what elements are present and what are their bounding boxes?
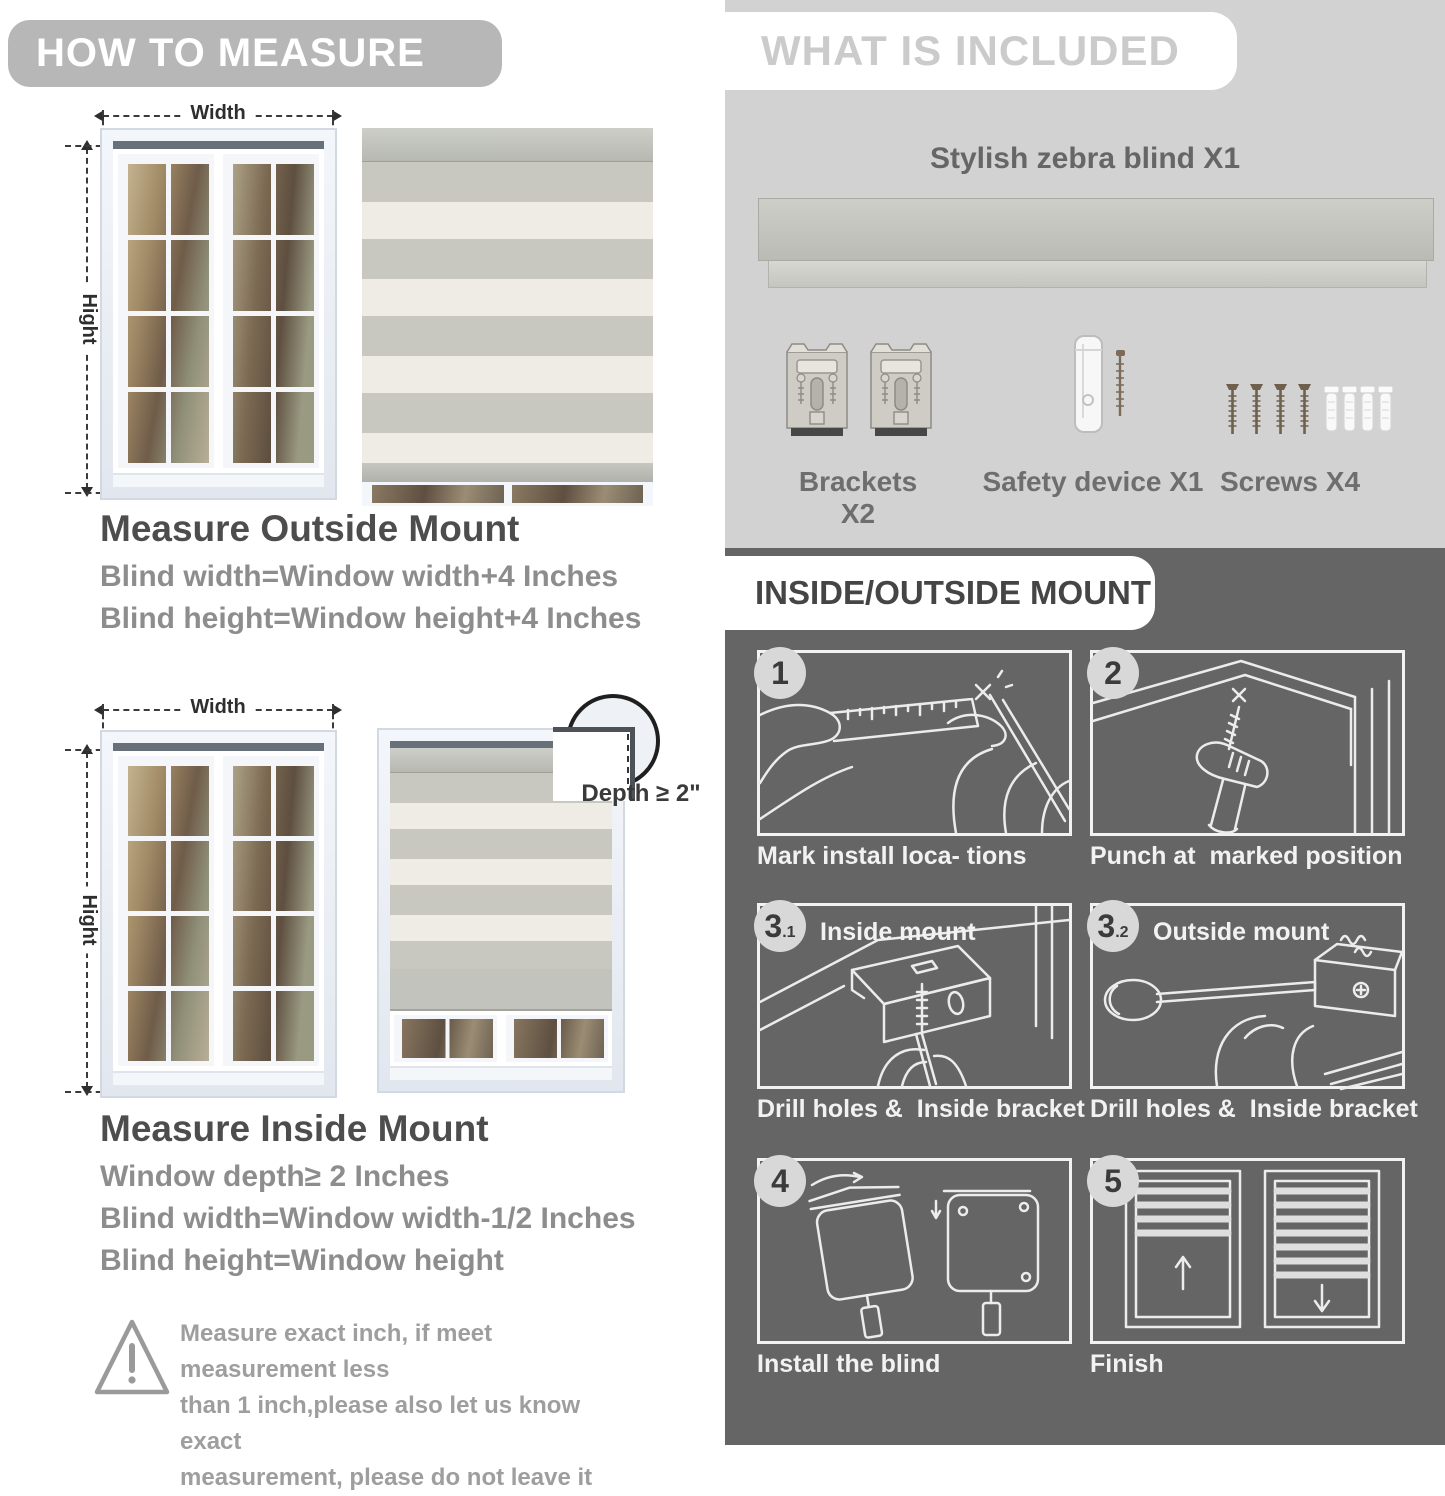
brackets-icon [785, 340, 935, 442]
step-panel-3-2 [1090, 903, 1405, 1089]
height-guide-inside [79, 744, 101, 1096]
what-is-included-panel [725, 0, 1445, 548]
step-caption-5: Finish [1090, 1350, 1164, 1378]
width-label: Width [181, 696, 254, 719]
window-sill [390, 1066, 612, 1080]
outside-mount-line2: Blind height=Window height+4 Inches [100, 602, 642, 635]
outside-mount-line1: Blind width=Window width+4 Inches [100, 560, 619, 593]
window-top-rail [113, 141, 324, 149]
step-panel-3-1 [757, 903, 1072, 1089]
blind-headrail-lip [768, 261, 1427, 288]
step-caption-2: Punch at marked position [1090, 842, 1403, 870]
window-top-rail [113, 743, 324, 751]
inside-outside-mount-header: INSIDE/OUTSIDE MOUNT [725, 556, 1155, 630]
window-sash [506, 1015, 609, 1062]
outside-mount-label: Outside mount [1153, 918, 1330, 946]
blind-closed-section [390, 969, 612, 1011]
step-number-badge: 1 [754, 647, 806, 699]
depth-detail-circle [566, 694, 660, 788]
measure-warning-text: Measure exact inch, if meet measurement less than 1 inch,please also let us know exact measurement, please do not leave it [180, 1320, 593, 1491]
screws-icon [1222, 382, 1392, 442]
window-sash [394, 1015, 497, 1062]
step-number-badge: 4 [754, 1155, 806, 1207]
screws-label: Screws X4 [1219, 466, 1361, 497]
step-caption-3-2: Drill holes & Inside bracket [1090, 1095, 1418, 1123]
product-label: Stylish zebra blind X1 [929, 142, 1241, 175]
inside-mount-title: Measure Inside Mount [100, 1108, 489, 1149]
step-number-badge: 3 .2 [1087, 900, 1139, 952]
step-panel-5 [1090, 1158, 1405, 1344]
window-sash [118, 756, 214, 1066]
step-number-badge: 3 .1 [754, 900, 806, 952]
height-label: Hight [77, 285, 100, 352]
window-photo-outside [100, 128, 337, 500]
window-photo-inside [100, 730, 337, 1098]
window-sash [223, 756, 319, 1066]
mark-locations-illustration [760, 653, 1069, 833]
step-panel-4 [757, 1158, 1072, 1344]
depth-label: Depth ≥ 2" [581, 780, 701, 807]
height-guide-outside [79, 140, 101, 497]
what-is-included-header: WHAT IS INCLUDED [725, 12, 1237, 90]
step-panel-2 [1090, 650, 1405, 836]
blind-headrail-image [758, 198, 1434, 261]
step-caption-3-1: Drill holes & Inside bracket [757, 1095, 1085, 1123]
inside-outside-mount-panel [725, 548, 1445, 1445]
finish-illustration [1093, 1161, 1402, 1341]
step-number-badge: 5 [1087, 1155, 1139, 1207]
step-caption-4: Install the blind [757, 1350, 941, 1378]
width-label: Width [181, 102, 254, 125]
depth-dashed-line [627, 734, 629, 784]
inside-mount-line3: Blind height=Window height [100, 1244, 504, 1277]
window-sash [118, 154, 214, 468]
safety-device-icon [1055, 334, 1150, 438]
inside-mount-line1: Window depth≥ 2 Inches [100, 1160, 450, 1193]
step-caption-1: Mark install loca- tions [757, 842, 1027, 870]
how-to-measure-header: HOW TO MEASURE [8, 20, 502, 87]
punch-position-illustration [1093, 653, 1402, 833]
warning-triangle-icon [92, 1316, 172, 1402]
window-bottom-sliver [362, 482, 653, 506]
window-sash [223, 154, 319, 468]
outside-mount-title: Measure Outside Mount [100, 508, 520, 549]
blind-stripes [362, 162, 653, 463]
inside-mount-label: Inside mount [820, 918, 976, 946]
step-number-badge: 2 [1087, 647, 1139, 699]
safety-device-label: Safety device X1 [982, 466, 1204, 497]
zebra-blind-outside [362, 128, 653, 506]
blind-cassette [362, 128, 653, 162]
step-panel-1 [757, 650, 1072, 836]
inside-mount-line2: Blind width=Window width-1/2 Inches [100, 1202, 636, 1235]
window-sill [113, 473, 324, 487]
brackets-label: Brackets X2 [798, 466, 918, 529]
blind-bottom-rail [362, 463, 653, 482]
window-sill [113, 1071, 324, 1085]
install-blind-illustration [760, 1161, 1069, 1341]
height-label: Hight [77, 886, 100, 953]
